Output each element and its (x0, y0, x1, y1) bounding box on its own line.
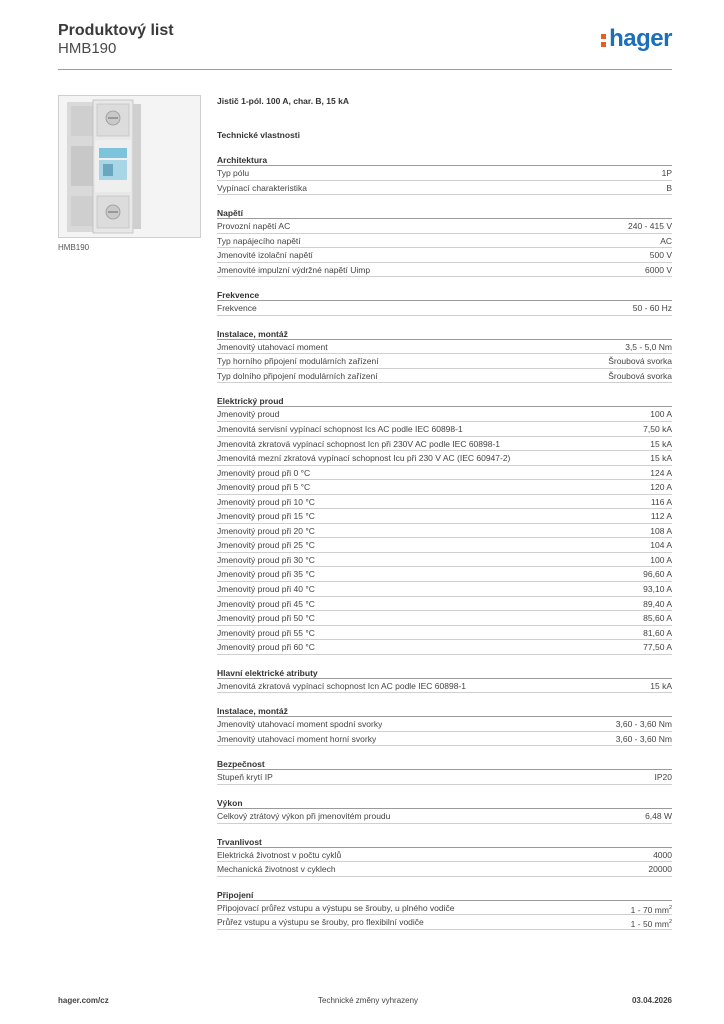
spec-label: Jmenovitý proud při 20 °C (217, 525, 315, 536)
spec-row (217, 770, 672, 785)
spec-value-superscript: 2 (668, 919, 672, 926)
product-code: HMB190 (58, 40, 117, 57)
spec-row (217, 301, 672, 316)
spec-section (217, 207, 672, 277)
spec-row (217, 219, 672, 234)
spec-value-text: 104 A (650, 540, 672, 551)
spec-row (217, 679, 672, 694)
spec-value (648, 862, 672, 876)
spec-value (650, 679, 672, 693)
section-title: Výkon (217, 797, 672, 809)
spec-value-text: 1 - 70 mm (630, 904, 669, 915)
page-title: Produktový list (58, 22, 174, 39)
spec-value-text: 1 - 50 mm (630, 919, 669, 930)
spec-section (217, 836, 672, 877)
spec-label: Jmenovitý proud při 50 °C (217, 613, 315, 624)
spec-value-text: 96,60 A (643, 569, 672, 580)
logo-dots-icon (601, 30, 608, 48)
spec-value-text: 15 kA (650, 680, 672, 691)
spec-section (217, 154, 672, 195)
spec-row (217, 509, 672, 524)
spec-value (653, 848, 672, 862)
spec-section (217, 328, 672, 384)
section-title: Elektrický proud (217, 395, 672, 407)
spec-row (217, 354, 672, 369)
spec-label: Frekvence (217, 303, 257, 314)
spec-label: Průřez vstupu a výstupu se šrouby, pro flexibilní vodiče (217, 917, 424, 928)
spec-row (217, 717, 672, 732)
spec-label: Jmenovitý proud při 40 °C (217, 584, 315, 595)
spec-value-text: 15 kA (650, 453, 672, 464)
spec-label: Jmenovitý proud při 15 °C (217, 511, 315, 522)
spec-section (217, 889, 672, 930)
spec-value (616, 717, 672, 731)
spec-value-text: 20000 (648, 864, 672, 875)
spec-value (666, 181, 672, 195)
spec-value-text: 77,50 A (643, 642, 672, 653)
tech-heading: Technické vlastnosti (217, 130, 300, 140)
spec-value (662, 166, 672, 180)
spec-value (625, 340, 672, 354)
spec-row (217, 369, 672, 384)
spec-value (655, 770, 673, 784)
spec-value-text: IP20 (654, 772, 672, 783)
spec-value (650, 480, 672, 494)
spec-value-text: 108 A (650, 525, 672, 536)
spec-value-text: 116 A (650, 496, 672, 507)
page-header (58, 20, 672, 70)
spec-row (217, 553, 672, 568)
spec-value-text: 3,60 - 3,60 Nm (615, 733, 672, 744)
spec-value (643, 626, 672, 640)
spec-value (651, 509, 672, 523)
spec-value (643, 597, 672, 611)
spec-row (217, 422, 672, 437)
spec-label: Typ horního připojení modulárních zařízení (217, 356, 379, 367)
product-image (58, 95, 201, 238)
spec-label: Jmenovitý proud při 55 °C (217, 627, 315, 638)
spec-row (217, 538, 672, 553)
spec-value-text: 3,60 - 3,60 Nm (615, 719, 672, 730)
section-title: Architektura (217, 154, 672, 166)
spec-value-text: 81,60 A (643, 627, 672, 638)
spec-value-text: 15 kA (650, 438, 672, 449)
spec-value (650, 437, 672, 451)
spec-label: Mechanická životnost v cyklech (217, 864, 336, 875)
spec-sections (217, 154, 672, 930)
spec-row (217, 809, 672, 824)
spec-label: Jmenovitá zkratová vypínací schopnost Icn při 230V AC podle IEC 60898-1 (217, 438, 501, 449)
spec-value (631, 915, 672, 929)
spec-value (643, 611, 672, 625)
spec-value-text: 240 - 415 V (628, 221, 672, 232)
spec-value (650, 407, 672, 421)
spec-row (217, 263, 672, 278)
spec-value-text: 7,50 kA (643, 424, 672, 435)
spec-section (217, 289, 672, 316)
spec-label: Provozní napětí AC (217, 221, 291, 232)
spec-value (643, 422, 672, 436)
spec-value-text: 93,10 A (643, 584, 672, 595)
spec-row (217, 407, 672, 422)
spec-value-text: Šroubová svorka (608, 356, 672, 367)
spec-label: Jmenovitý utahovací moment spodní svorky (217, 719, 383, 730)
spec-value (650, 553, 672, 567)
spec-label: Jmenovitá zkratová vypínací schopnost Icn AC podle IEC 60898-1 (217, 680, 466, 691)
spec-value-text: 50 - 60 Hz (632, 303, 672, 314)
spec-value (645, 809, 672, 823)
spec-value-text: 120 A (650, 482, 672, 493)
spec-label: Jmenovitý utahovací moment (217, 341, 328, 352)
footer-date: 03.04.2026 (631, 996, 672, 1005)
spec-value-text: Šroubová svorka (608, 370, 672, 381)
spec-row (217, 567, 672, 582)
spec-row (217, 466, 672, 481)
spec-value (628, 219, 672, 233)
image-caption: HMB190 (58, 243, 90, 252)
spec-section (217, 667, 672, 694)
spec-label: Jmenovitý proud při 5 °C (217, 482, 311, 493)
spec-value-text: 100 A (650, 554, 672, 565)
spec-row (217, 480, 672, 495)
spec-label: Typ napájecího napětí (217, 235, 301, 246)
spec-row (217, 732, 672, 747)
spec-value-text: 89,40 A (643, 598, 672, 609)
spec-value (643, 582, 672, 596)
hager-logo (601, 25, 672, 53)
spec-row (217, 166, 672, 181)
spec-label: Celkový ztrátový výkon při jmenovitém proudu (217, 810, 391, 821)
section-title: Instalace, montáž (217, 328, 672, 340)
spec-row (217, 597, 672, 612)
spec-value (650, 466, 672, 480)
spec-label: Jmenovitý proud při 30 °C (217, 554, 315, 565)
spec-section (217, 705, 672, 746)
spec-value-text: 3,5 - 5,0 Nm (625, 341, 672, 352)
spec-value-text: 124 A (650, 467, 672, 478)
spec-row (217, 524, 672, 539)
spec-label: Jmenovité izolační napětí (217, 250, 313, 261)
circuit-breaker-image (59, 96, 200, 237)
spec-row (217, 626, 672, 641)
spec-value-text: 85,60 A (643, 613, 672, 624)
spec-content (217, 96, 672, 930)
spec-label: Jmenovitý proud (217, 409, 280, 420)
spec-label: Jmenovitý proud při 25 °C (217, 540, 315, 551)
section-title: Připojení (217, 889, 672, 901)
spec-section (217, 395, 672, 654)
spec-value (660, 234, 672, 248)
spec-value-text: 4000 (653, 849, 672, 860)
spec-label: Typ pólu (217, 168, 250, 178)
spec-row (217, 495, 672, 510)
section-title: Trvanlivost (217, 836, 672, 848)
spec-value (616, 732, 672, 746)
spec-value-text: 6000 V (645, 264, 672, 275)
spec-value-text: 1P (661, 168, 672, 178)
spec-row (217, 234, 672, 249)
spec-label: Jmenovitý proud při 60 °C (217, 642, 315, 653)
spec-value-text: 112 A (650, 511, 672, 522)
section-title: Bezpečnost (217, 758, 672, 770)
spec-value (650, 538, 672, 552)
spec-label: Jmenovité impulzní výdržné napětí Uimp (217, 264, 371, 275)
spec-value (650, 248, 672, 262)
spec-row (217, 181, 672, 196)
spec-row (217, 437, 672, 452)
spec-label: Připojovací průřez vstupu a výstupu se šrouby, u plného vodiče (217, 902, 455, 913)
spec-label: Jmenovitá servisní vypínací schopnost Ics AC podle IEC 60898-1 (217, 424, 463, 435)
spec-section (217, 797, 672, 824)
spec-value (650, 524, 672, 538)
spec-label: Jmenovitý proud při 0 °C (217, 467, 311, 478)
spec-value-text: 100 A (650, 409, 672, 420)
spec-label: Typ dolního připojení modulárních zařízení (217, 370, 378, 381)
spec-section (217, 758, 672, 785)
spec-label: Jmenovitá mezní zkratová vypínací schopnost Icu při 230 V AC (IEC 60947-2) (217, 453, 511, 464)
spec-row (217, 611, 672, 626)
footer-notice: Technické změny vyhrazeny (318, 996, 419, 1005)
spec-value (643, 640, 672, 654)
section-title: Napětí (217, 207, 672, 219)
spec-row (217, 862, 672, 877)
logo-text: hager (609, 25, 672, 52)
footer-website: hager.com/cz (58, 996, 109, 1005)
spec-row (217, 451, 672, 466)
spec-label: Jmenovitý utahovací moment horní svorky (217, 733, 377, 744)
spec-value (631, 901, 672, 915)
spec-row (217, 340, 672, 355)
section-title: Instalace, montáž (217, 705, 672, 717)
spec-label: Stupeň krytí IP (217, 772, 273, 783)
section-title: Frekvence (217, 289, 672, 301)
spec-value (643, 567, 672, 581)
spec-value (608, 354, 672, 368)
spec-label: Jmenovitý proud při 45 °C (217, 598, 315, 609)
spec-row (217, 848, 672, 863)
spec-label: Vypínací charakteristika (217, 182, 307, 193)
spec-value-superscript: 2 (668, 904, 672, 911)
spec-value-text: B (666, 182, 672, 193)
spec-row (217, 901, 672, 916)
spec-value (633, 301, 672, 315)
spec-row (217, 640, 672, 655)
spec-row (217, 915, 672, 930)
spec-row (217, 248, 672, 263)
spec-label: Jmenovitý proud při 35 °C (217, 569, 315, 580)
spec-value (650, 451, 672, 465)
spec-row (217, 582, 672, 597)
spec-label: Jmenovitý proud při 10 °C (217, 496, 315, 507)
spec-value (645, 263, 672, 277)
spec-value-text: 6,48 W (645, 810, 672, 821)
spec-value-text: AC (660, 235, 672, 246)
section-title: Hlavní elektrické atributy (217, 667, 672, 679)
spec-value-text: 500 V (649, 250, 672, 261)
spec-value (651, 495, 672, 509)
product-description: Jistič 1-pól. 100 A, char. B, 15 kA (217, 96, 349, 106)
spec-value (608, 369, 672, 383)
spec-label: Elektrická životnost v počtu cyklů (217, 849, 342, 860)
